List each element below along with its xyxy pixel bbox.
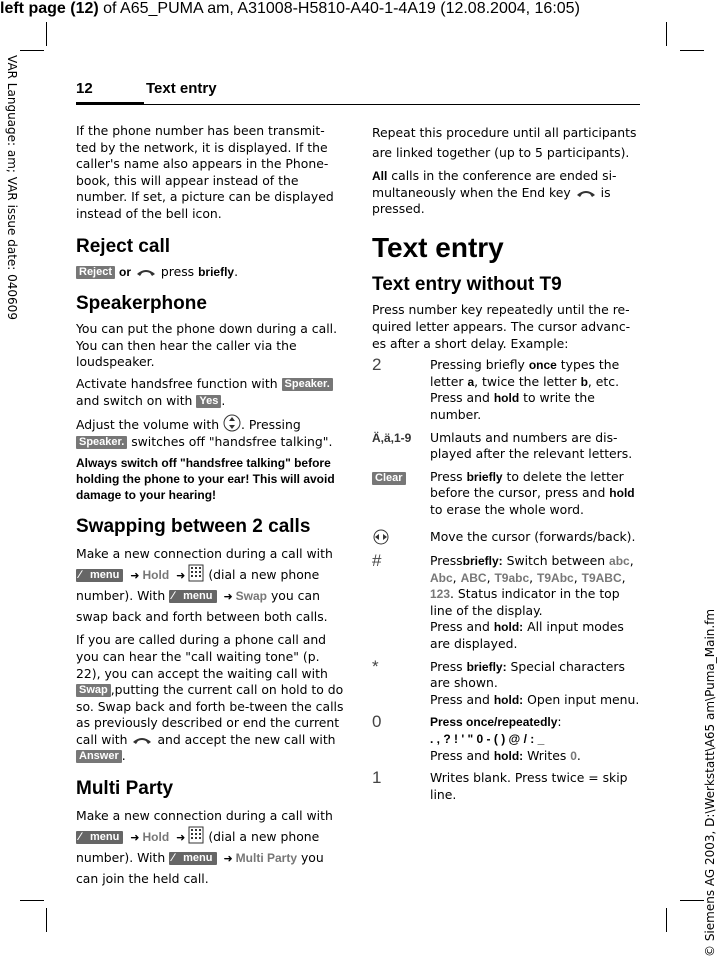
menu-key: ∕ menu — [76, 569, 123, 582]
speaker-p3-text2: . Pressing — [241, 417, 301, 433]
key-label: 1 — [372, 768, 382, 788]
arrow-icon: ➜ — [223, 852, 233, 866]
right-column — [372, 123, 640, 809]
speaker-p2-text2: and switch on with — [76, 392, 193, 408]
swap-p1-text2: (dial a new phone number). With — [76, 567, 320, 604]
conference-p2-text: calls in the conference are ended si-multaneously when the End key — [372, 168, 617, 200]
left-column — [76, 123, 344, 894]
keypad-icon — [188, 826, 204, 844]
mode-ABC: ABC — [460, 570, 487, 585]
key-description — [430, 357, 640, 423]
swap-p1 — [76, 544, 344, 627]
mode-t9Abc: T9Abc — [537, 570, 574, 585]
speaker-p3-text3: switches off "handsfree talking". — [131, 433, 333, 449]
multi-p1-text2: (dial a new phone number). With — [76, 829, 320, 866]
crop-mark — [46, 908, 47, 932]
multi-p1 — [76, 806, 344, 889]
period-text: . — [576, 747, 581, 763]
end-key-icon — [575, 188, 597, 200]
or-text: or — [118, 264, 131, 279]
swap-p1-text: Make a new connection during a call with — [76, 546, 333, 562]
arrow-icon: ➜ — [130, 569, 140, 583]
intro-paragraph: If the phone number has been transmit-ted by the network, it is displayed. If the caller's name also appears in the Phone-book, this will appear instead of the number. If set, a picture can be displayed instead of the bell icon. — [76, 123, 334, 221]
side-info-left: VAR Language: am; VAR issue date: 040609 — [5, 55, 19, 320]
desc-text: Special characters are shown. — [430, 658, 625, 691]
hold-menu-item: Hold — [142, 830, 170, 845]
desc-text: Press and — [430, 747, 490, 763]
swap-heading: Swapping between 2 calls — [76, 516, 311, 538]
end-key-icon — [135, 267, 157, 279]
desc-text: . Status indicator in the top line of the display. — [430, 586, 620, 618]
desc-text: All input modes are displayed. — [430, 619, 624, 652]
volume-control-icon — [223, 414, 241, 432]
crop-mark — [680, 900, 704, 901]
multi-party-menu-item: Multi Party — [235, 851, 298, 866]
arrow-icon: ➜ — [176, 569, 186, 583]
desc-text: Press — [430, 553, 463, 569]
menu-key: ∕ menu — [169, 852, 216, 865]
reject-paragraph — [76, 264, 344, 281]
desc-text: Press and — [430, 691, 490, 707]
section-title: Text entry — [372, 231, 504, 263]
speaker-key: Speaker. — [282, 378, 333, 391]
crop-mark — [666, 22, 667, 46]
desc-bold: hold: — [493, 692, 524, 707]
conference-p2-text2: is pressed. — [372, 184, 611, 217]
key-label: # — [372, 551, 382, 571]
crop-mark — [46, 22, 47, 46]
crop-mark — [666, 908, 667, 932]
page-number: 12 — [76, 80, 93, 97]
desc-bold: hold — [493, 391, 520, 406]
press-text: press — [160, 263, 195, 279]
header-rule-thick — [76, 102, 144, 105]
arrow-icon: ➜ — [176, 831, 186, 845]
desc-bold: briefly: — [466, 659, 507, 674]
period-text: . — [221, 392, 226, 408]
mode-t9abc: T9abc — [494, 570, 530, 585]
arrow-icon: ➜ — [223, 590, 233, 604]
key-row-umlauts — [372, 430, 640, 463]
hold-menu-item: Hold — [142, 568, 170, 583]
all-bold: All — [372, 169, 388, 183]
subsection-heading: Text entry without T9 — [372, 274, 562, 296]
key-description — [430, 714, 640, 764]
desc-bold: Press once/repeatedly — [430, 715, 558, 730]
special-characters: . , ? ! ' " 0 - ( ) @ / : _ — [430, 732, 545, 747]
desc-bold: hold — [609, 486, 635, 501]
desc-text: to write the number. — [430, 390, 595, 422]
desc-bold: b — [580, 374, 588, 389]
mode-Abc: Abc — [430, 570, 453, 585]
answer-key: Answer — [76, 750, 122, 763]
briefly-text: briefly — [198, 264, 235, 279]
end-key-icon — [131, 735, 153, 747]
key-description: Writes blank. Press twice = skip line. — [430, 770, 628, 802]
desc-bold: once — [528, 358, 557, 373]
desc-text: Switch between — [506, 553, 606, 569]
desc-text: : — [557, 714, 562, 730]
desc-text: types the letter — [430, 357, 620, 389]
document-header — [0, 0, 580, 18]
multi-heading: Multi Party — [76, 778, 174, 800]
reject-key: Reject — [76, 266, 115, 279]
key-label: 0 — [372, 712, 382, 732]
desc-bold: briefly: — [462, 554, 503, 569]
swap-p2 — [76, 632, 344, 765]
swap-p2-text2: ,putting the current call on hold to do so. Swap back and forth be-tween the calls as previously described or end the current call with — [76, 682, 344, 747]
zero-char: 0 — [570, 748, 577, 763]
desc-text: to erase the whole word. — [430, 501, 584, 517]
desc-text: Open input menu. — [527, 691, 640, 707]
swap-p2-text: If you are called during a phone call and you can hear the "call waiting tone" (p. 22), you can accept the waiting call with — [76, 632, 328, 681]
mode-123: 123 — [430, 587, 451, 602]
desc-text: Press — [430, 658, 463, 674]
header-page-ref: left page (12) — [0, 0, 99, 17]
yes-key: Yes — [196, 395, 221, 408]
multi-p1-text3: you can join the held call. — [76, 850, 324, 887]
period-text: . — [234, 263, 239, 279]
key-label — [372, 529, 430, 550]
page-title: Text entry — [146, 80, 217, 97]
crop-mark — [20, 50, 44, 51]
swap-p2-text3: and accept the new call with — [157, 731, 336, 747]
period-text: . — [121, 748, 126, 764]
speaker-p3-text: Adjust the volume with — [76, 417, 220, 433]
speaker-p2-text: Activate handsfree function with — [76, 375, 278, 391]
desc-bold: hold: — [493, 620, 524, 635]
desc-text: Press and — [430, 619, 490, 635]
key-row-0 — [372, 714, 640, 764]
key-row-clear — [372, 469, 640, 519]
menu-key: ∕ menu — [169, 590, 216, 603]
desc-text: Pressing briefly — [430, 357, 525, 373]
key-label: * — [372, 656, 379, 676]
crop-mark — [20, 900, 44, 901]
arrow-icon: ➜ — [130, 831, 140, 845]
conference-p1: Repeat this procedure until all participants are linked together (up to 5 participants). — [372, 125, 637, 160]
keypad-icon — [188, 564, 204, 582]
key-row-hash — [372, 553, 640, 653]
conference-p2 — [372, 168, 640, 218]
swap-menu-item: Swap — [235, 589, 268, 604]
speaker-p3 — [76, 414, 344, 450]
header-rule — [144, 104, 640, 105]
key-description: Move the cursor (forwards/back). — [430, 528, 636, 544]
swap-p1-text3: you can swap back and forth between both calls. — [76, 588, 328, 625]
crop-mark — [680, 50, 704, 51]
desc-bold: a — [467, 374, 475, 389]
key-description: Umlauts and numbers are dis-played after the relevant letters. — [430, 429, 633, 462]
speaker-heading: Speakerphone — [76, 293, 207, 315]
key-row-1 — [372, 770, 640, 803]
clear-key: Clear — [372, 472, 406, 485]
warning-text: Always switch off "handsfree talking" before holding the phone to your ear! This will avoid damage to your hearing! — [76, 456, 335, 503]
desc-text: to delete the letter before the cursor, press and — [430, 468, 624, 501]
mode-abc: abc — [609, 554, 630, 569]
desc-bold: briefly — [466, 469, 503, 484]
key-row-cursor — [372, 529, 640, 546]
menu-key: ∕ menu — [76, 831, 123, 844]
header-doc-info: of A65_PUMA am, A31008-H5810-A40-1-4A19 (12.08.2004, 16:05) — [98, 0, 580, 17]
key-label — [372, 470, 430, 487]
desc-bold: hold: — [493, 748, 524, 763]
mode-t9ABC: T9ABC — [581, 570, 622, 585]
key-description — [430, 659, 640, 709]
speaker-p2 — [76, 376, 344, 409]
navigation-key-icon — [372, 529, 390, 545]
desc-text: , etc. Press and — [430, 373, 620, 406]
multi-p1-text: Make a new connection during a call with — [76, 808, 333, 824]
key-description — [430, 469, 640, 519]
key-label: Ä,ä,1-9 — [372, 430, 412, 445]
speaker-key: Speaker. — [76, 436, 127, 449]
swap-key: Swap — [76, 684, 111, 697]
desc-text: , twice the letter — [474, 373, 577, 389]
desc-text: Press — [430, 468, 463, 484]
text-entry-intro: Press number key repeatedly until the re-quired letter appears. The cursor advanc-es after a short delay. Example: — [372, 302, 631, 351]
key-row-2 — [372, 357, 640, 423]
desc-text: Writes — [527, 747, 567, 763]
key-label: 2 — [372, 355, 382, 375]
speaker-p1: You can put the phone down during a call. You can then hear the caller via the loudspeaker. — [76, 321, 338, 370]
key-row-star — [372, 656, 640, 709]
key-description: Pressbriefly: Switch between abc, Abc, ABC, T9abc, T9Abc, T9ABC, 123. Status indicator in the top line of the display. Press and hold: All input modes are displayed. — [430, 553, 634, 652]
side-info-right: © Siemens AG 2003, D:\Werkstatt\A65 am\Puma_Main.fm — [703, 608, 717, 957]
reject-heading: Reject call — [76, 235, 170, 257]
